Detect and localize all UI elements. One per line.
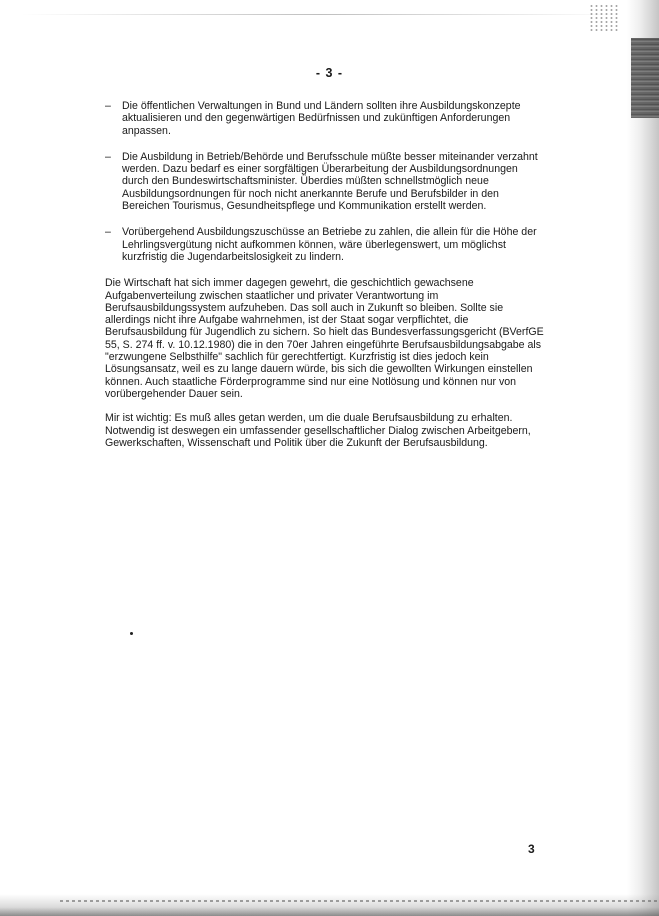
scan-artifact-top-dots xyxy=(589,4,619,32)
document-body xyxy=(105,100,545,461)
scan-artifact-bottom-line xyxy=(60,900,659,902)
scan-speck xyxy=(130,632,133,635)
scan-artifact-bottom-edge xyxy=(0,894,659,916)
bullet-item xyxy=(105,151,545,212)
dash-marker: – xyxy=(105,150,111,163)
bullet-text: Die Ausbildung in Betrieb/Behörde und Berufsschule müßte besser miteinander verzahnt werden. Dazu bedarf es einer sorgfältigen Überarbeitung der Ausbildungsordnungen durch den Bundeswirtschaftsminister. Überdies müßten schnellstmöglich neue Ausbildungsordnungen für noch nicht anerkannte Berufe und Berufsbilder in den Bereichen Tourismus, Gesundheitspflege und Kommunikation erstellt werden. xyxy=(122,150,538,213)
bullet-item xyxy=(105,100,545,137)
scan-artifact-top-line xyxy=(20,14,620,15)
page-header: - 3 - xyxy=(315,66,344,80)
page-number: 3 xyxy=(528,842,535,856)
dash-marker: – xyxy=(105,100,111,112)
bullet-item xyxy=(105,226,545,263)
scan-artifact-right-edge xyxy=(627,0,659,916)
body-paragraph: Die Wirtschaft hat sich immer dagegen gewehrt, die geschichtlich gewachsene Aufgabenverteilung zwischen staatlicher und privater Verantwortung im Berufsausbildungssystem aufzuheben. Das soll auch in Zukunft so bleiben. Sollte sie allerdings nicht ihre Aufgabe wahrnehmen, ist der Staat sogar verpflichtet, die Berufsausbildung für Jugendlich zu sichern. So hielt das Bundesverfassungsgericht (BVerfGE 55, S. 274 ff. v. 10.12.1980) die in den 70er Jahren eingeführte Berufsausbildungsabgabe als "erzwungene Selbsthilfe" sachlich für gerechtfertigt. Kurzfristig ist dies jedoch kein Lösungsansatz, weil es zu lange dauern würde, bis sich die gewollten Wirkungen einstellen können. Auch staatliche Förderprogramme sind nur eine Notlösung und können nur von vorübergehender Dauer sein. xyxy=(105,277,544,400)
body-paragraph: Mir ist wichtig: Es muß alles getan werden, um die duale Berufsausbildung zu erhalten. Notwendig ist deswegen ein umfassender gesellschaftlicher Dialog zwischen Arbeitgebern, Gewerkschaften, Wissenschaft und Politik über die Zukunft der Berufsausbildung. xyxy=(105,412,531,449)
bullet-text: Die öffentlichen Verwaltungen in Bund und Ländern sollten ihre Ausbildungskonzepte aktualisieren und den gegenwärtigen Bedürfnissen und zukünftigen Anforderungen anpassen. xyxy=(122,100,521,137)
bullet-list xyxy=(105,100,545,263)
bullet-text: Vorübergehend Ausbildungszuschüsse an Betriebe zu zahlen, die allein für die Höhe der Lehrlingsvergütung nicht aufkommen können, wäre überlegenswert, um möglichst kurzfristig die Jugendarbeitslosigkeit zu lindern. xyxy=(122,226,537,263)
dash-marker: – xyxy=(105,226,111,239)
